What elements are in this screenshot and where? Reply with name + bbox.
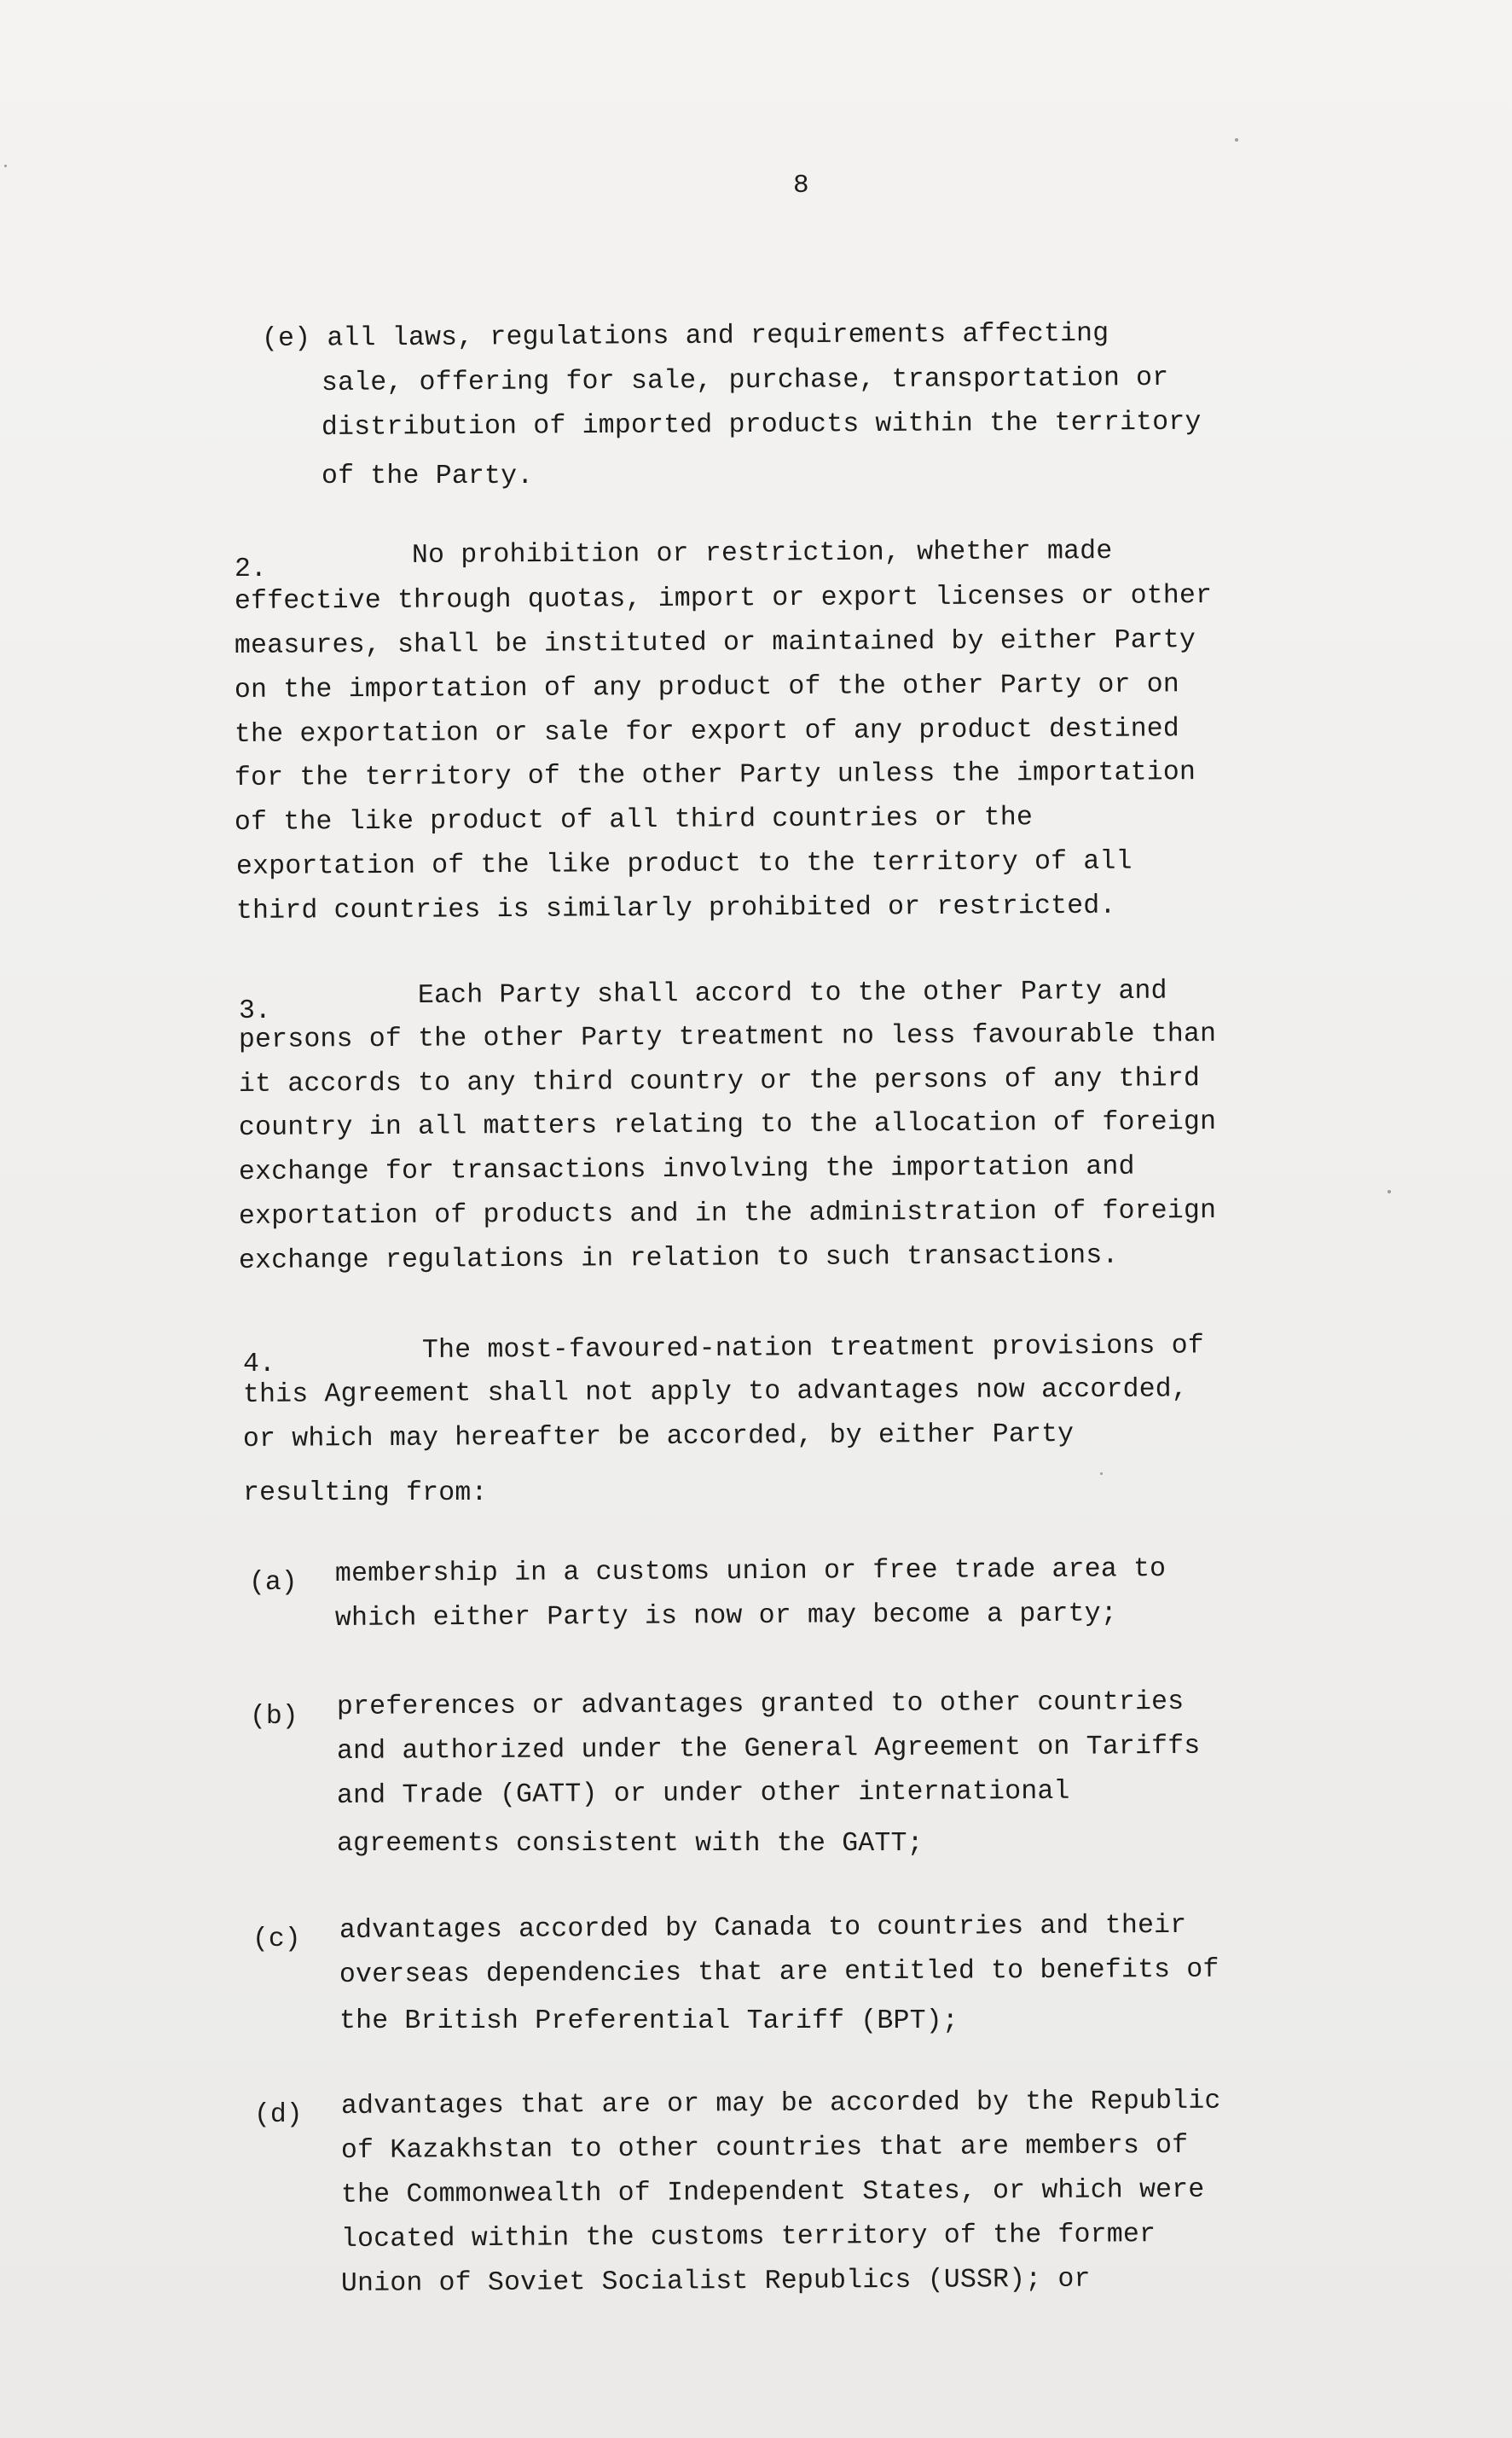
paragraph-line: Each Party shall accord to the other Party and <box>417 976 1167 1011</box>
list-item-line: advantages that are or may be accorded by the Republic <box>340 2086 1221 2122</box>
list-item-label: (c) <box>252 1924 301 1954</box>
list-item-label: (d) <box>254 2100 303 2130</box>
paragraph-line: it accords to any third country or the persons of any third <box>238 1064 1201 1100</box>
paragraph-line: or which may hereafter be accorded, by either Party <box>242 1419 1075 1454</box>
list-item-line: and Trade (GATT) or under other international <box>336 1776 1070 1811</box>
paragraph-line: exchange regulations in relation to such transactions. <box>238 1240 1119 1276</box>
paragraph-line: The most-favoured-nation treatment provisions of <box>421 1331 1205 1366</box>
scan-speck <box>1387 1190 1391 1193</box>
list-item-line: the Commonwealth of Independent States, or which were <box>340 2174 1205 2210</box>
paragraph-line: exportation of the like product to the territory of all <box>235 846 1133 882</box>
list-item-line: agreements consistent with the GATT; <box>337 1829 924 1859</box>
paragraph-line: measures, shall be instituted or maintained by either Party <box>234 625 1196 661</box>
list-item-line: the British Preferential Tariff (BPT); <box>339 2006 959 2036</box>
scan-speck <box>4 165 7 167</box>
paragraph-line: exportation of products and in the administration of foreign <box>238 1195 1217 1232</box>
scan-speck <box>1100 1472 1103 1475</box>
item-e-line: of the Party. <box>322 461 534 491</box>
list-item-line: overseas dependencies that are entitled to benefits of <box>339 1954 1219 1990</box>
paragraph-number: 2. <box>235 554 267 584</box>
paragraph-line: country in all matters relating to the allocation of foreign <box>238 1106 1217 1143</box>
paragraph-number: 3. <box>239 996 271 1026</box>
list-item-line: of Kazakhstan to other countries that are members of <box>340 2130 1189 2166</box>
list-item-line: advantages accorded by Canada to countries and their <box>339 1910 1187 1946</box>
paragraph-number: 4. <box>243 1350 275 1379</box>
paragraph-line: effective through quotas, import or export licenses or other <box>234 580 1213 617</box>
list-item-line: Union of Soviet Socialist Republics (USSR); or <box>340 2264 1091 2299</box>
paragraph-line: this Agreement shall not apply to advantages now accorded, <box>242 1374 1189 1410</box>
paragraph-line: third countries is similarly prohibited or restricted. <box>235 891 1116 926</box>
list-item-label: (b) <box>250 1702 298 1732</box>
list-item-label: (a) <box>249 1568 298 1598</box>
paragraph-line: exchange for transactions involving the importation and <box>238 1152 1135 1187</box>
list-item-line: preferences or advantages granted to other countries <box>336 1686 1185 1722</box>
paragraph-line: of the like product of all third countries or the <box>234 803 1034 838</box>
item-e-line: (e) all laws, regulations and requirements affecting <box>261 318 1109 354</box>
paragraph-line: on the importation of any product of the other Party or on <box>234 670 1180 705</box>
list-item-line: located within the customs territory of the former <box>340 2220 1156 2255</box>
scan-speck <box>1235 138 1238 142</box>
item-e-line: distribution of imported products within the territory <box>321 407 1202 443</box>
list-item-line: membership in a customs union or free trade area to <box>334 1554 1167 1589</box>
paragraph-line: persons of the other Party treatment no less favourable than <box>238 1019 1217 1055</box>
paragraph-line: the exportation or sale for export of any product destined <box>234 714 1180 750</box>
list-item-line: which either Party is now or may become a party; <box>334 1599 1118 1634</box>
paragraph-line: No prohibition or restriction, whether made <box>411 536 1113 571</box>
paragraph-line: resulting from: <box>243 1478 488 1508</box>
item-e-line: sale, offering for sale, purchase, transportation or <box>321 363 1169 398</box>
page-number: 8 <box>793 171 809 200</box>
paragraph-line: for the territory of the other Party unless the importation <box>234 758 1196 793</box>
list-item-line: and authorized under the General Agreement on Tariffs <box>336 1731 1201 1767</box>
